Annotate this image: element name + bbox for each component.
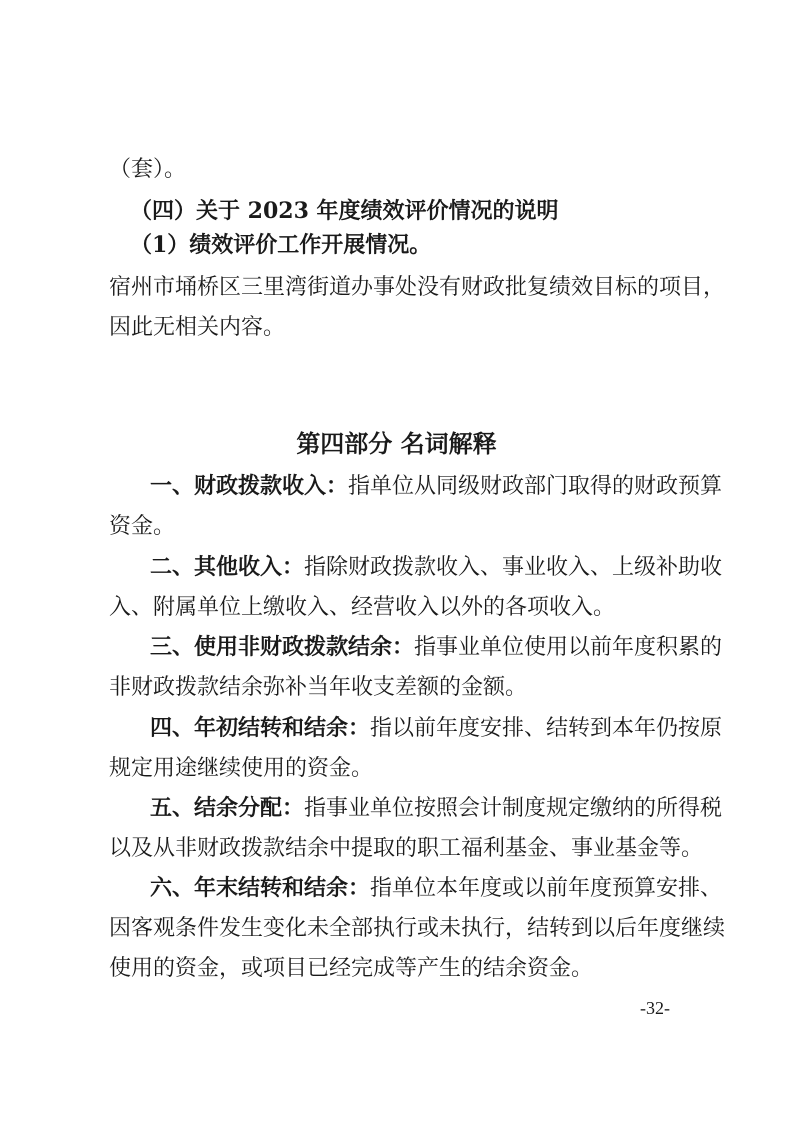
definition-continuation: 资金。 (109, 514, 176, 539)
definition-term: 三、使用非财政拨款结余： (150, 635, 415, 660)
definition-continuation: 非财政拨款结余弥补当年收支差额的金额。 (109, 675, 528, 700)
definition-entry (150, 553, 723, 583)
definition-text: 指单位从同级财政部门取得的财政预算 (348, 474, 723, 499)
section-four-heading: （四）关于 2023 年度绩效评价情况的说明 (130, 198, 559, 224)
definition-entry (150, 874, 723, 904)
definition-entry (150, 633, 723, 663)
part-four-title: 第四部分 名词解释 (296, 430, 497, 458)
definition-continuation: 以及从非财政拨款结余中提取的职工福利基金、事业基金等。 (109, 836, 704, 861)
definition-term: 六、年末结转和结余： (150, 876, 371, 901)
definition-entry (150, 714, 723, 744)
definition-continuation: 因客观条件发生变化未全部执行或未执行，结转到以后年度继续 (109, 916, 726, 941)
definition-continuation: 入、附属单位上缴收入、经营收入以外的各项收入。 (109, 595, 616, 620)
definition-entry (150, 472, 723, 502)
definition-continuation: 规定用途继续使用的资金。 (109, 756, 374, 781)
definition-term: 五、结余分配： (150, 796, 305, 821)
definition-term: 二、其他收入： (150, 555, 305, 580)
definition-continuation: 使用的资金，或项目已经完成等产生的结余资金。 (109, 956, 594, 981)
page-number: -32- (640, 998, 670, 1018)
subsection-one-heading: （1）绩效评价工作开展情况。 (130, 232, 432, 258)
definition-term: 四、年初结转和结余： (150, 716, 371, 741)
definition-text: 指以前年度安排、结转到本年仍按原 (370, 716, 723, 741)
carry-over-line: （套）。 (109, 157, 187, 182)
definition-text: 指事业单位按照会计制度规定缴纳的所得税 (304, 796, 723, 821)
paragraph-line: 因此无相关内容。 (109, 315, 286, 340)
definition-entry (150, 794, 723, 824)
definition-text: 指除财政拨款收入、事业收入、上级补助收 (304, 555, 723, 580)
definition-text: 指事业单位使用以前年度积累的 (414, 635, 723, 660)
definition-text: 指单位本年度或以前年度预算安排、 (370, 876, 723, 901)
definition-term: 一、财政拨款收入： (150, 474, 349, 499)
paragraph-line: 宿州市埇桥区三里湾街道办事处没有财政批复绩效目标的项目， (109, 275, 726, 300)
